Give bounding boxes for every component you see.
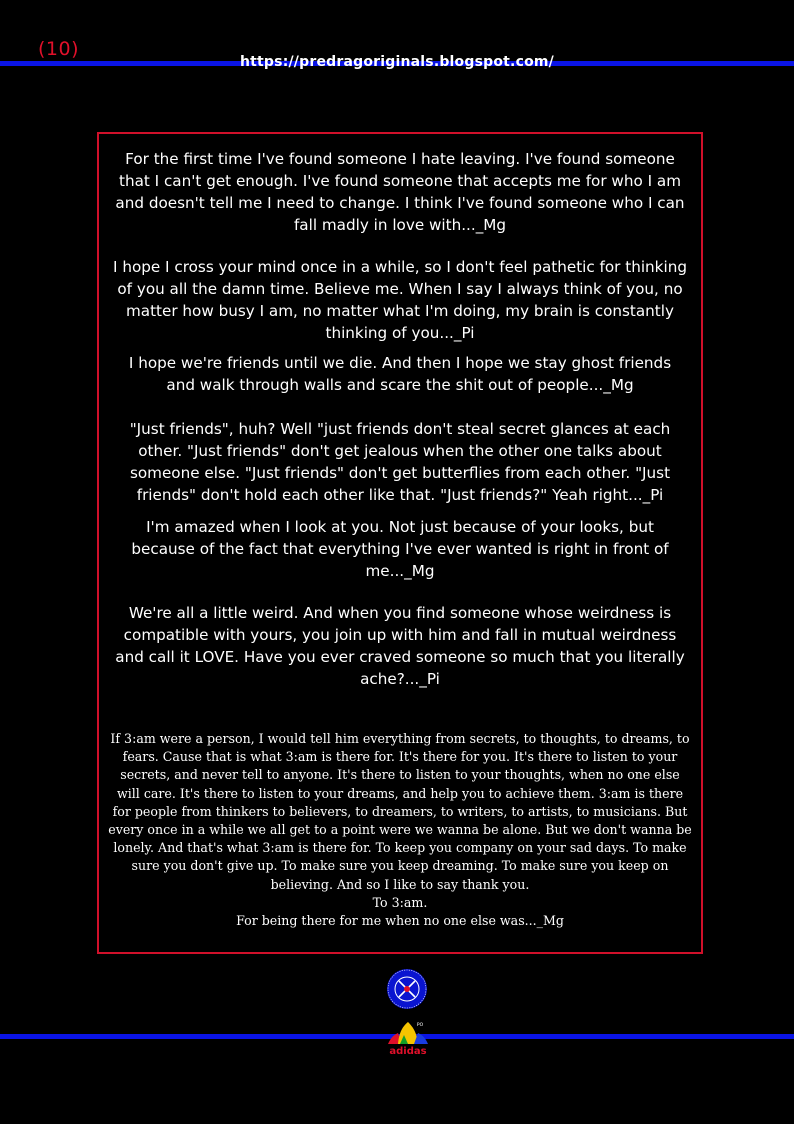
quote-3: I hope we're friends until we die. And then I hope we stay ghost friends and walk through walls and scare the shit out of people..._Mg — [128, 354, 672, 394]
quote-2: I hope I cross your mind once in a while, so I don't feel pathetic for thinking of you all the damn time. Believe me. When I say I always think of you, no matter how busy I am, no matter what I'm doing, my brain is constantly thinking of you..._Pi — [113, 258, 687, 342]
quote-box — [97, 132, 703, 954]
quote-4: "Just friends", huh? Well "just friends don't steal secret glances at each other. "Just friends" don't get jealous when the other one talks about someone else. "Just friends" don't get butterflies from each other. "Just friends" don't hold each other like that. "Just friends?" Yeah right..._Pi — [129, 420, 671, 504]
quote-6: We're all a little weird. And when you find someone whose weirdness is compatible with yours, you join up with him and fall in mutual weirdness and call it LOVE. Have you ever craved someone so much that you literally ache?..._Pi — [115, 604, 685, 688]
closing-body: If 3:am were a person, I would tell him everything from secrets, to thoughts, to dreams, to fears. Cause that is what 3:am is there for. It's there for you. It's there to listen to your secrets, and never tell to anyone. It's there to listen to your thoughts, when no one else will care. It's there to listen to your dreams, and help you to achieve them. 3:am is there for people from thinkers to believers, to dreamers, to writers, to artists, to musicians. But every once in a while we all get to a point were we wanna be alone. But we don't wanna be lonely. And that's what 3:am is there for. To keep you company on your sad days. To make sure you don't give up. To make sure you keep dreaming. To make sure you keep on believing. And so I like to say thank you. — [108, 731, 692, 892]
quote-1: For the first time I've found someone I hate leaving. I've found someone that I can't get enough. I've found someone that accepts me for who I am and doesn't tell me I need to change. I think I've found someone who I can fall madly in love with..._Mg — [115, 150, 685, 234]
closing-passage — [107, 730, 693, 930]
page-number: (10) — [38, 38, 80, 60]
adidas-logo-icon — [384, 1014, 432, 1062]
quote-5: I'm amazed when I look at you. Not just because of your looks, but because of the fact that everything I've ever wanted is right in front of me..._Mg — [131, 518, 669, 580]
svg-text:PO: PO — [416, 1023, 424, 1028]
closing-line-3: For being there for me when no one else was..._Mg — [236, 913, 564, 929]
closing-line-2: To 3:am. — [372, 894, 428, 910]
blog-url[interactable]: https://predragoriginals.blogspot.com/ — [239, 54, 554, 70]
svg-text:adidas: adidas — [389, 1046, 427, 1057]
seal-logo-icon — [386, 968, 428, 1010]
